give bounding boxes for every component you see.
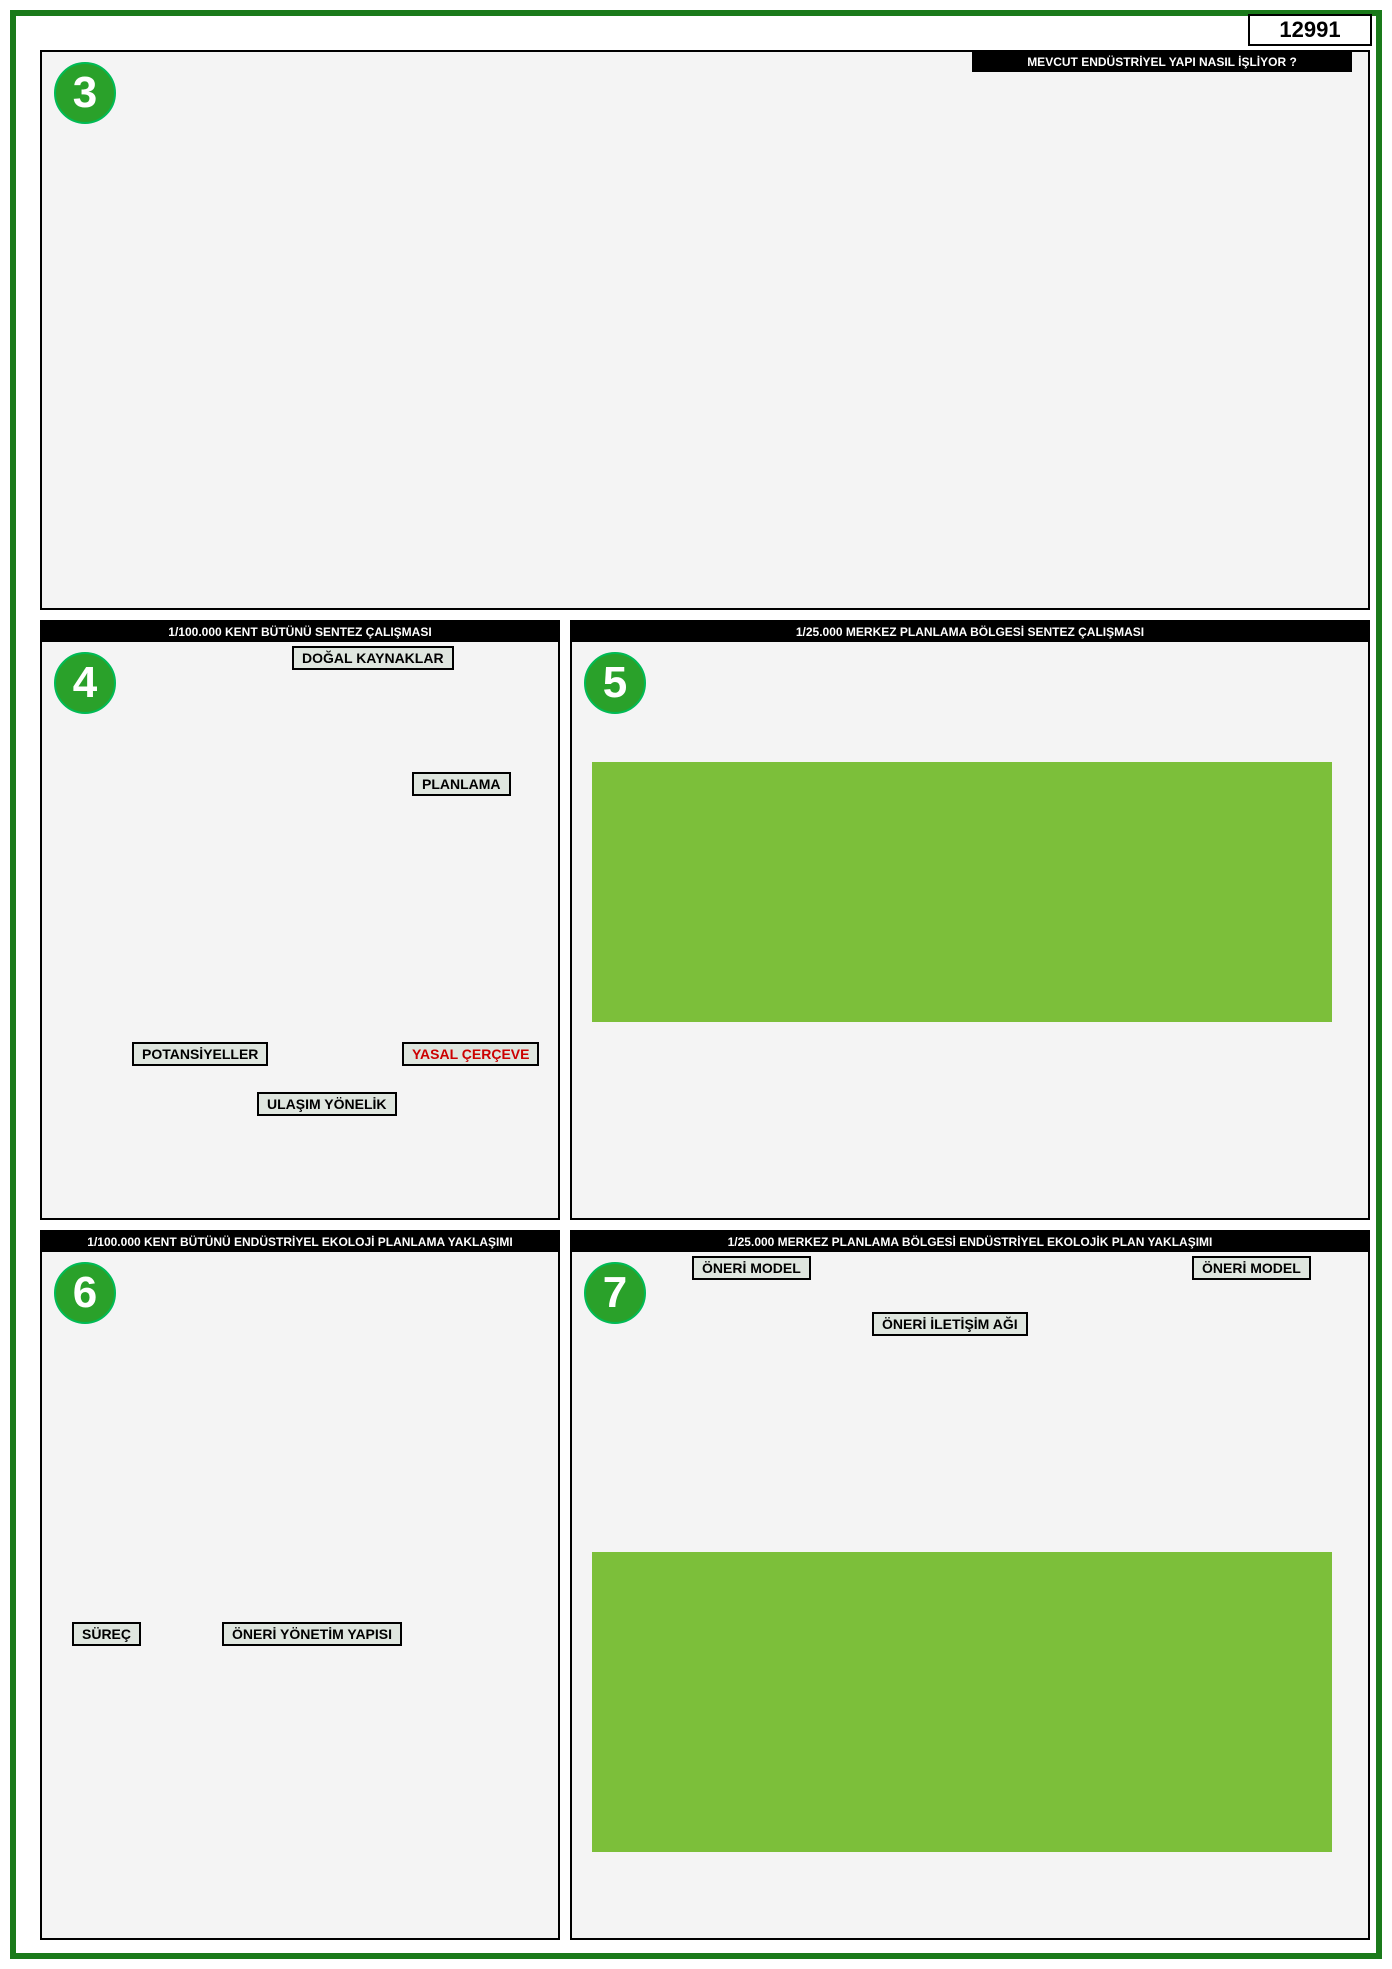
section-7-iletisim: ÖNERİ İLETİŞİM AĞI: [872, 1312, 1028, 1336]
section-7-badge: 7: [584, 1262, 646, 1324]
section-6-panel: [40, 1230, 560, 1940]
section-4-heading: DOĞAL KAYNAKLAR: [292, 646, 454, 670]
section-4-badge: 4: [54, 652, 116, 714]
section-4-panel: [40, 620, 560, 1220]
section-7-oneri-model-right: ÖNERİ MODEL: [1192, 1256, 1311, 1280]
section-3-panel: [40, 50, 1370, 610]
section-4-planlama: PLANLAMA: [412, 772, 511, 796]
section-7-map: [592, 1552, 1332, 1852]
sheet-number: 12991: [1248, 14, 1372, 46]
section-6-band: 1/100.000 KENT BÜTÜNÜ ENDÜSTRİYEL EKOLOJİ PLANLAMA YAKLAŞIMI: [42, 1232, 558, 1252]
section-3-title: MEVCUT ENDÜSTRİYEL YAPI NASIL İŞLİYOR ?: [972, 52, 1352, 72]
section-6-oneri-yonetim: ÖNERİ YÖNETİM YAPISI: [222, 1622, 402, 1646]
section-4-potansiyeller: POTANSİYELLER: [132, 1042, 268, 1066]
section-7-band: 1/25.000 MERKEZ PLANLAMA BÖLGESİ ENDÜSTRİYEL EKOLOJİK PLAN YAKLAŞIMI: [572, 1232, 1368, 1252]
section-5-badge: 5: [584, 652, 646, 714]
section-4-yasal: YASAL ÇERÇEVE: [402, 1042, 539, 1066]
section-6-badge: 6: [54, 1262, 116, 1324]
section-4-ulasim: ULAŞIM YÖNELİK: [257, 1092, 397, 1116]
section-4-band: 1/100.000 KENT BÜTÜNÜ SENTEZ ÇALIŞMASI: [42, 622, 558, 642]
section-6-surec: SÜREÇ: [72, 1622, 141, 1646]
section-5-band: 1/25.000 MERKEZ PLANLAMA BÖLGESİ SENTEZ ÇALIŞMASI: [572, 622, 1368, 642]
section-7-oneri-model: ÖNERİ MODEL: [692, 1256, 811, 1280]
section-3-badge: 3: [54, 62, 116, 124]
section-5-map: [592, 762, 1332, 1022]
section-5-panel: [570, 620, 1370, 1220]
section-7-panel: [570, 1230, 1370, 1940]
